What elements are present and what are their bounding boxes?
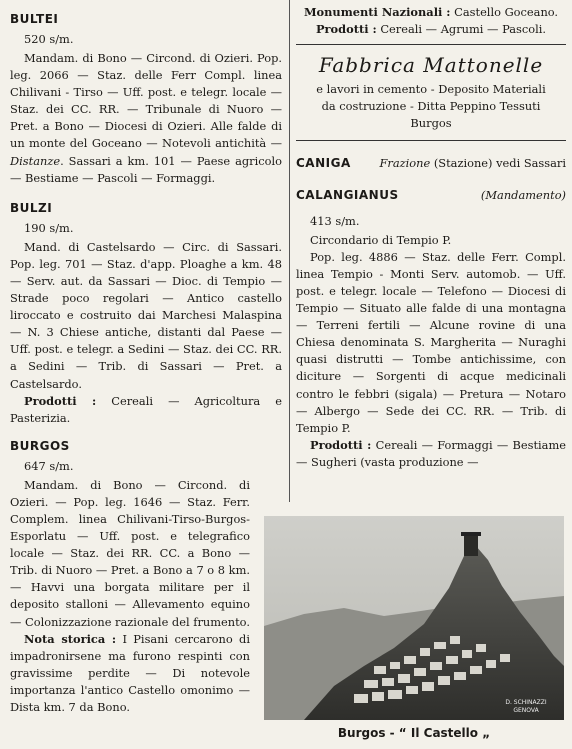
photo-tower-top: [461, 532, 481, 536]
photo-credit-name: D. SCHINAZZI: [505, 699, 547, 706]
photo-caption: Burgos - “ Il Castello „: [337, 726, 491, 740]
bultei-text: Mandam. di Bono — Circond. di Ozieri. Pop. leg. 2066 — Staz. delle Ferr Compl. linea Chilivani - Tirso — Uff. post. e telegr. locale — Staz. dei CC. RR. — Tribunale di Nuoro — Pret. a Bono — Diocesi di Ozieri. Alle falde di un monte del Goceano — Notevoli antichità —: [10, 51, 282, 151]
advertisement-line-3: Burgos: [410, 116, 452, 131]
divider-rule-2: [296, 140, 566, 141]
entry-title-burgos: BURGOS: [10, 438, 70, 453]
products-calangianus: [296, 437, 566, 471]
right-column: [296, 4, 566, 471]
circondario-calangianus: Circondario di Tempio P.: [310, 232, 452, 247]
castle-photograph: [264, 516, 564, 720]
advertisement-line-2: da costruzione - Ditta Peppino Tessuti: [321, 99, 541, 114]
calangianus-products-label: Prodotti :: [310, 437, 372, 452]
historical-note-text: I Pisani cercarono di impadronirsene ma furono respinti con gravissime perdite — Di notevole importanza l'antico Castello omonimo — Dista km. 7 da Bono.: [10, 631, 250, 714]
altitude-bulzi: 190 s/m.: [24, 220, 74, 235]
monuments-label: Monumenti Nazionali :: [303, 5, 451, 19]
caniga-reference: [380, 155, 567, 172]
entry-text-burgos: Mandam. di Bono — Circond. di Ozieri. — Pop. leg. 1646 — Staz. Ferr. Complem. linea Chilivani-Tirso-Burgos-Esporlatu — Uff. post. e telegrafico locale — Staz. dei RR. CC. a Bono — Trib. di Nuoro — Pret. a Bono a 7 o 8 km. — Havvi una borgata militare per il deposito stalloni — Allevamento equino — Colonizzazione razionale del frumento.: [10, 477, 250, 629]
entry-text-bultei: [10, 50, 282, 187]
products-text: Cereali — Agricoltura e Pasterizia.: [10, 393, 282, 425]
altitude-bultei: 520 s/m.: [24, 32, 74, 46]
products-label: Prodotti :: [24, 393, 97, 408]
monuments-line: [296, 4, 566, 21]
products-label-right: Prodotti :: [315, 22, 377, 37]
advertisement-line-1: e lavori in cemento - Deposito Materiali: [316, 82, 546, 97]
photo-credit-city: GENOVA: [513, 707, 539, 714]
historical-note-label: Nota storica :: [24, 631, 117, 646]
entry-calangianus-header: [296, 187, 566, 204]
bultei-text2: . Sassari a km. 101 — Paese agricolo — Bestiame — Pascoli — Formaggi.: [10, 153, 282, 185]
calangianus-products-text: Cereali — Formaggi — Bestiame — Sugheri (vasta produzione —: [296, 437, 566, 469]
entry-title-caniga: CANIGA: [296, 156, 351, 171]
caniga-frazione: Frazione: [379, 156, 431, 171]
products-bulzi: [10, 393, 282, 427]
products-line: [296, 21, 566, 38]
altitude-burgos: 647 s/m.: [24, 458, 74, 473]
entry-text-bulzi: Mand. di Castelsardo — Circ. di Sassari. Pop. leg. 701 — Staz. d'app. Ploaghe a km. 48 — Serv. aut. da Sassari — Dioc. di Tempio — Strade poco regolari — Antico castello liroccato e costruito dai Marchesi Malaspina — N. 3 Chiese antiche, distanti dal Paese — Uff. post. e telegr. a Sedini — Staz. dei CC. RR. a Sedini — Trib. di Sassari — Pret. a Castelsardo.: [10, 239, 282, 391]
advertisement-title: Fabbrica Mattonelle: [318, 53, 544, 78]
historical-note-burgos: [10, 631, 250, 716]
entry-text-calangianus: Pop. leg. 4886 — Staz. delle Ferr. Compl. linea Tempio - Monti Serv. automob. — Uff. post. e telegr. locale — Telefono — Diocesi di Tempio — Situato alle falde di una montagna — Terreni fertili — Alcune rovine di una Chiesa denominata S. Margherita — Nuraghi quasi distrutti — Tombe antichissime, con diciture — Sorgenti di acque medicinali contro le febbri (sigala) — Pretura — Notaro — Albergo — Sede dei CC. RR. — Trib. di Tempio P.: [296, 249, 566, 435]
divider-rule: [296, 44, 566, 45]
advertisement-body: [296, 81, 566, 132]
photo-castle-tower: [464, 534, 478, 556]
calangianus-tag: (Mandamento): [480, 187, 566, 202]
entry-title-bultei: BULTEI: [10, 12, 59, 26]
entry-caniga: [296, 155, 566, 172]
bultei-distances-label: Distanze: [10, 153, 61, 168]
altitude-calangianus: 413 s/m.: [310, 213, 360, 228]
entry-title-bulzi: BULZI: [10, 200, 53, 215]
left-column: [10, 4, 282, 716]
products-text-right: Cereali — Agrumi — Pascoli.: [380, 22, 547, 37]
burgos-body: [10, 477, 250, 716]
column-divider: [289, 0, 290, 502]
bultei-continuation: [296, 4, 566, 38]
entry-title-calangianus: CALANGIANUS: [296, 187, 399, 202]
monuments-text: Castello Goceano.: [454, 5, 559, 19]
caniga-rest: (Stazione) vedi Sassari: [433, 156, 566, 171]
